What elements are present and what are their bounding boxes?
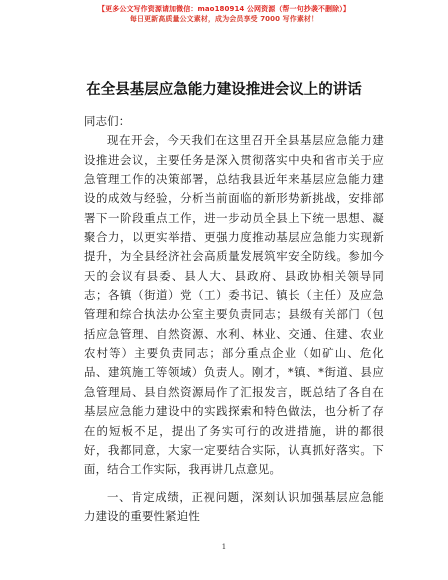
document-body: [84, 112, 384, 526]
promo-banner-line-1: 【更多公文写作资源请加微信：mao180914 公网资源（帮一句抄袭不删除）】: [98, 5, 350, 13]
promo-banner: [0, 4, 448, 24]
document-title: 在全县基层应急能力建设推进会议上的讲话: [86, 82, 362, 98]
body-paragraph: 现在开会，今天我们在这里召开全县基层应急能力建设推进会议，主要任务是深入贯彻落实中央和省市关于应急管理工作的决策部署，总结我县近年来基层应急能力建设的成效与经验，分析当前面临的新形势新挑战，安排部署下一阶段重点工作，进一步动员全县上下统一思想、凝聚合力，以更实举措、更强力度推动基层应急能力实现新提升，为全县经济社会高质量发展筑牢安全防线。参加今天的会议有县委、县人大、县政府、县政协相关领导同志；各镇（街道）党（工）委书记、镇长（主任）及应急管理和综合执法办公室主要负责同志；县级有关部门（包括应急管理、自然资源、水利、林业、交通、住建、农业农村等）主要负责同志；部分重点企业（如矿山、危化品、建筑施工等领域）负责人。刚才，*镇、*街道、县应急管理局、县自然资源局作了汇报发言，既总结了各自在基层应急能力建设中的实践探索和特色做法，也分析了存在的短板不足，提出了务实可行的改进措施，讲的都很好，我都同意，大家一定要结合实际，认真抓好落实。下面，结合工作实际，我再讲几点意见。: [84, 133, 384, 477]
salutation: 同志们：: [84, 114, 131, 128]
promo-banner-line-2: 每日更新高质量公文素材，成为会员享受 7000 写作素材！: [129, 15, 319, 23]
page-number: 1: [221, 543, 227, 551]
section-heading: 一、肯定成绩，正视问题，深刻认识加强基层应急能力建设的重要性紧迫性: [84, 489, 384, 523]
